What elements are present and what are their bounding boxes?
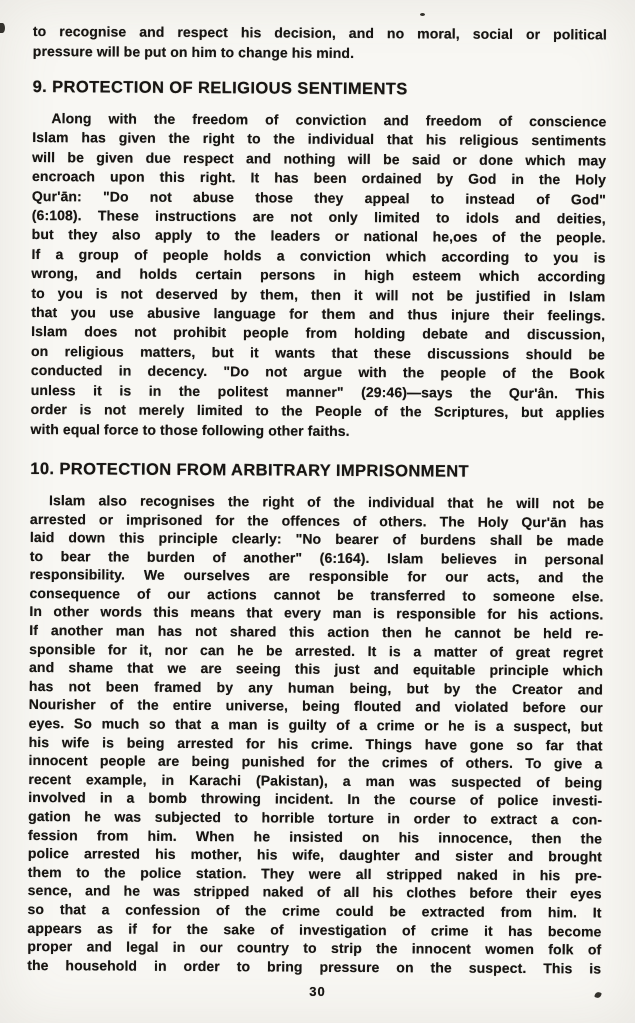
text-line: laid down this principle clearly: "No bearer of burdens shall be made [29, 529, 604, 549]
text-line: responsibility. We ourselves are responsible for our acts, and the [29, 566, 604, 586]
scan-artifact-left-edge [0, 23, 5, 33]
text-line: If another man has not shared this action then he cannot be held re- [29, 622, 604, 642]
text-line: gation he was subjected to horrible torture in order to extract a con- [28, 807, 603, 828]
section-10-paragraph [27, 491, 604, 978]
text-line: Islam does not prohibit people from holding debate and discussion, [31, 323, 606, 343]
text-line: to recognise and respect his decision, and no moral, social or political [32, 22, 607, 43]
text-line: police arrested his mother, his wife, daughter and sister and brought [27, 845, 602, 865]
text-line: innocent people are being punished for the crimes of others. To give a [28, 752, 603, 772]
page-content [27, 22, 607, 978]
text-line: If a group of people holds a conviction which according to you is [31, 245, 606, 266]
text-line: fession from him. When he insisted on his innocence, then the [27, 826, 603, 847]
text-line: and shame that we are seeing this just and equitable principle which [29, 659, 604, 679]
section-10-heading: 10. PROTECTION FROM ARBITRARY IMPRISONMENT [30, 459, 470, 481]
page-number: 30 [309, 984, 326, 999]
text-line: that you use abusive language for them and thus injure their feelings. [31, 304, 606, 324]
text-line: sence, and he was stripped naked of all his clothes before their eyes [27, 882, 602, 902]
text-line: Nourisher of the entire universe, being flouted and violated before our [28, 696, 603, 716]
text-line: Islam also recognises the right of the individual that he will not be [49, 492, 605, 512]
text-line: encroach upon this right. It has been ordained by God in the Holy [32, 168, 607, 188]
text-line: Along with the freedom of conviction and freedom of conscience [51, 110, 607, 130]
text-line: recent example, in Karachi (Pakistan), a man was suspected of being [28, 770, 603, 791]
text-line: on religious matters, but it wants that these discussions should be [30, 342, 606, 363]
section-9-heading: 9. PROTECTION OF RELIGIOUS SENTIMENTS [32, 77, 408, 99]
text-line: his wife is being arrested for his crime. Things have gone so far that [28, 733, 603, 754]
text-line: Qur'ān: "Do not abuse those they appeal to instead of God" [31, 187, 606, 208]
text-line: appears as if for the sake of investigation of crime it has become [27, 919, 602, 940]
text-line: has not been framed by any human being, but by the Creator and [28, 677, 603, 698]
text-line: proper and legal in our country to strip the innocent women folk of [27, 938, 602, 958]
text-line: conducted in decency. "Do not argue with the people of the Book [30, 362, 605, 382]
text-line: to you is not deserved by them, then it will not be justified in Islam [31, 284, 606, 305]
text-line: Islam has given the right to the individual that his religious sentiments [32, 129, 607, 149]
text-line: them to the police station. They were all stripped naked in his pre- [27, 863, 602, 884]
text-line: will be given due respect and nothing will be said or done which may [32, 148, 607, 169]
text-line: (6:108). These instructions are not only limited to idols and deities, [31, 207, 606, 227]
text-line: order is not merely limited to the People of the Scriptures, but applies [30, 401, 605, 421]
text-line: so that a confession of the crime could be extracted from him. It [27, 900, 602, 921]
text-line: consequence of our actions cannot be transferred to someone else. [29, 584, 604, 605]
paragraph-continuation [33, 22, 607, 65]
text-line: to bear the burden of another" (6:164). Islam believes in personal [29, 547, 604, 568]
text-line: the household in order to bring pressure on the suspect. This is [27, 956, 602, 977]
text-line: wrong, and holds certain persons in high esteem which according [31, 265, 606, 285]
text-line: with equal force to those following other faiths. [30, 420, 350, 439]
text-line: arrested or imprisoned for the offences of others. The Holy Qur'ān has [29, 510, 605, 530]
text-line: but they also apply to the leaders or national he,oes of the people. [31, 226, 606, 246]
text-line: In other words this means that every man is responsible for his actions. [29, 603, 604, 623]
text-line: pressure will be put on him to change his mind. [32, 42, 355, 61]
text-line: eyes. So much so that a man is guilty of a crime or he is a suspect, but [28, 715, 603, 735]
section-9-paragraph [30, 109, 606, 442]
scan-artifact-top-dot [420, 13, 425, 16]
text-line: sponsible for it, nor can he be arrested. It is a matter of great regret [29, 640, 604, 661]
text-line: involved in a bomb throwing incident. In the course of police investi- [28, 789, 603, 809]
text-line: unless it is in the politest manner" (29:46)—says the Qur'ân. This [30, 381, 605, 402]
